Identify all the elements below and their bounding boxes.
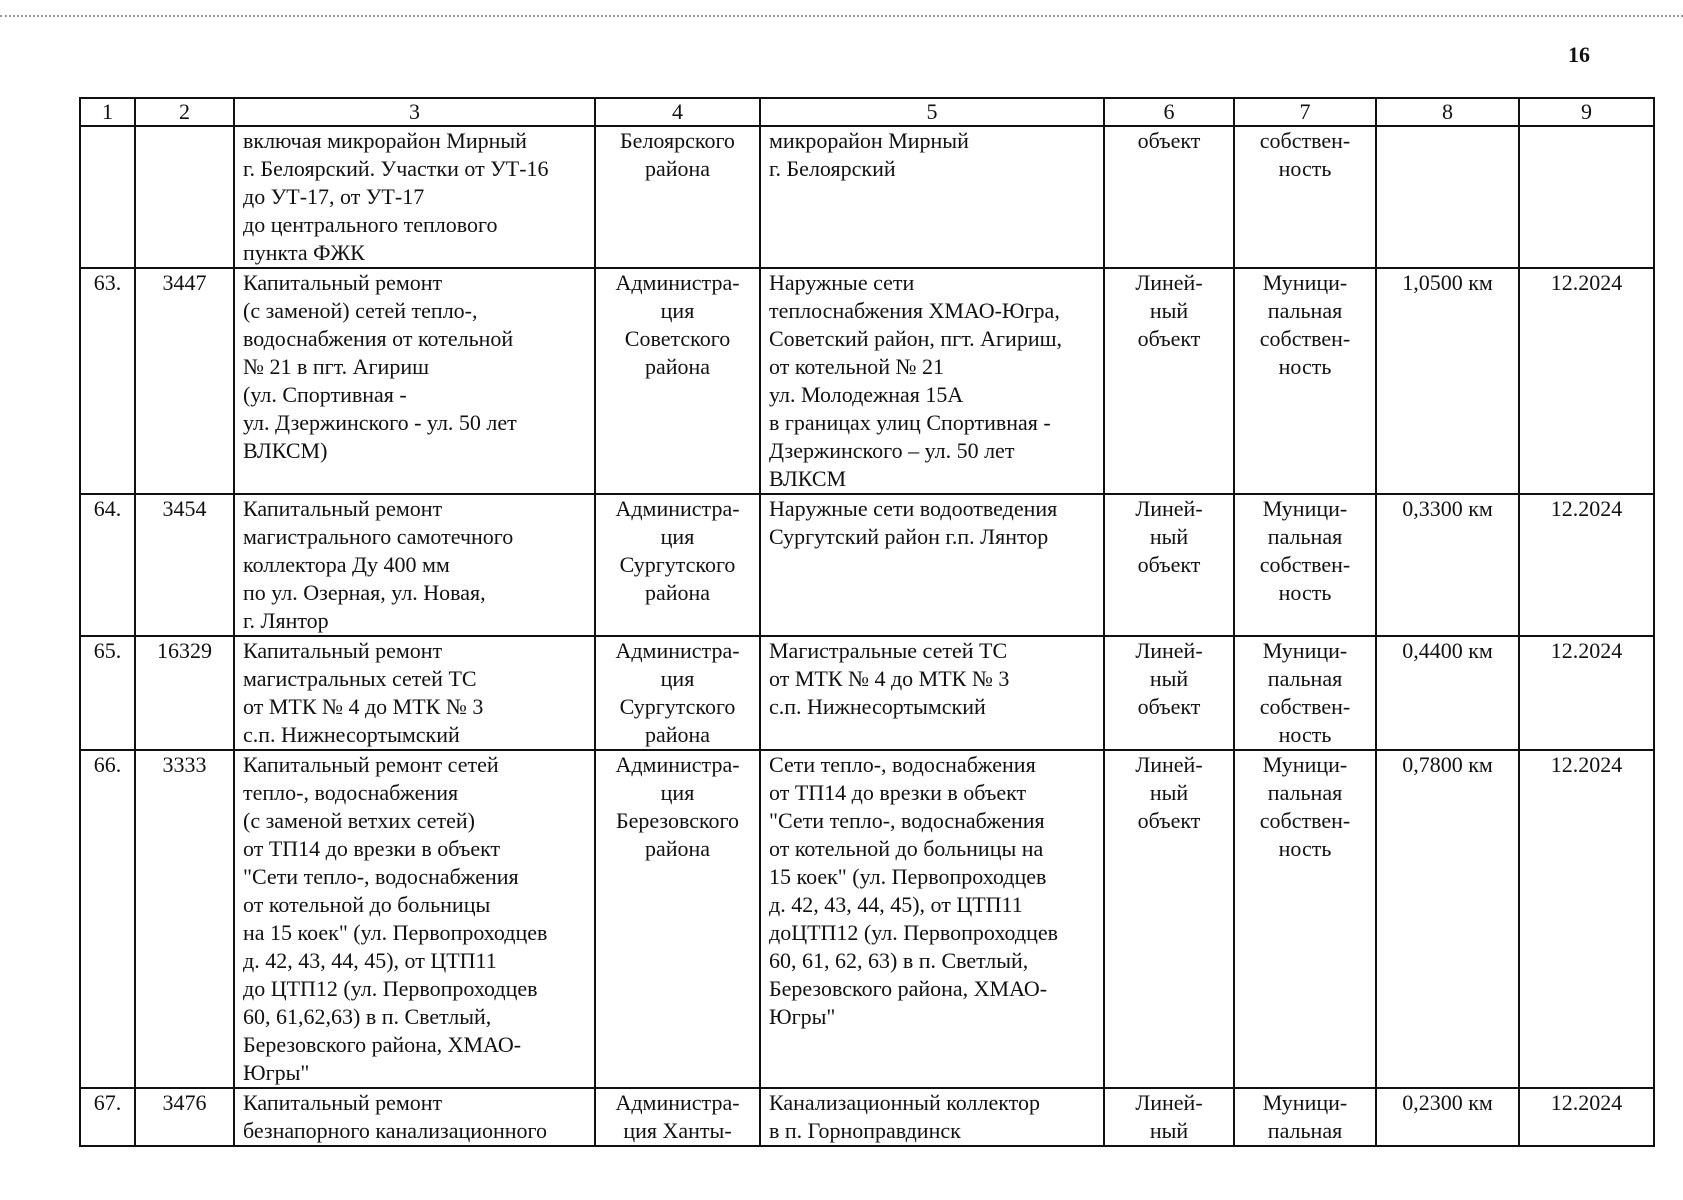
object-address: Канализационный коллектор в п. Горноправдинск [760, 1088, 1104, 1146]
object-type: Линей- ный [1104, 1088, 1234, 1146]
object-code [135, 126, 234, 268]
ownership: Муници- пальная [1234, 1088, 1376, 1146]
completion-date: 12.2024 [1519, 636, 1654, 750]
works-table [79, 97, 1655, 1147]
object-address: Магистральные сетей ТС от МТК № 4 до МТК № 3 с.п. Нижнесортымский [760, 636, 1104, 750]
object-type: Линей- ный объект [1104, 750, 1234, 1088]
ownership: собствен- ность [1234, 126, 1376, 268]
row-number: 65. [80, 636, 135, 750]
length: 0,4400 км [1376, 636, 1519, 750]
table-row [80, 636, 1654, 750]
ownership: Муници- пальная собствен- ность [1234, 268, 1376, 494]
customer: Администра- ция Сургутского района [595, 494, 760, 636]
customer: Администра- ция Советского района [595, 268, 760, 494]
object-code: 16329 [135, 636, 234, 750]
work-name: Капитальный ремонт безнапорного канализационного [234, 1088, 595, 1146]
object-type: Линей- ный объект [1104, 494, 1234, 636]
completion-date [1519, 126, 1654, 268]
table-row [80, 268, 1654, 494]
object-code: 3447 [135, 268, 234, 494]
customer: Администра- ция Березовского района [595, 750, 760, 1088]
column-header: 7 [1234, 98, 1376, 126]
length: 1,0500 км [1376, 268, 1519, 494]
row-number: 66. [80, 750, 135, 1088]
completion-date: 12.2024 [1519, 494, 1654, 636]
object-type: Линей- ный объект [1104, 268, 1234, 494]
work-name: Капитальный ремонт (с заменой) сетей тепло-, водоснабжения от котельной № 21 в пгт. Агириш (ул. Спортивная - ул. Дзержинского - ул. 50 лет ВЛКСМ) [234, 268, 595, 494]
length [1376, 126, 1519, 268]
completion-date: 12.2024 [1519, 1088, 1654, 1146]
customer: Администра- ция Ханты- [595, 1088, 760, 1146]
header-row [80, 98, 1654, 126]
row-number: 67. [80, 1088, 135, 1146]
work-name: Капитальный ремонт сетей тепло-, водоснабжения (с заменой ветхих сетей) от ТП14 до врезки в объект "Сети тепло-, водоснабжения от котельной до больницы на 15 коек" (ул. Первопроходцев д. 42, 43, 44, 45), от ЦТП11 до ЦТП12 (ул. Первопроходцев 60, 61,62,63) в п. Светлый, Березовского района, ХМАО- Югры" [234, 750, 595, 1088]
table-row [80, 1088, 1654, 1146]
work-name: Капитальный ремонт магистрального самотечного коллектора Ду 400 мм по ул. Озерная, ул. Новая, г. Лянтор [234, 494, 595, 636]
column-header: 5 [760, 98, 1104, 126]
ownership: Муници- пальная собствен- ность [1234, 750, 1376, 1088]
length: 0,3300 км [1376, 494, 1519, 636]
column-header: 6 [1104, 98, 1234, 126]
column-header: 1 [80, 98, 135, 126]
row-number: 64. [80, 494, 135, 636]
row-number: 63. [80, 268, 135, 494]
object-type: объект [1104, 126, 1234, 268]
table-row [80, 750, 1654, 1088]
column-header: 3 [234, 98, 595, 126]
completion-date: 12.2024 [1519, 750, 1654, 1088]
table-row [80, 126, 1654, 268]
object-address: микрорайон Мирный г. Белоярский [760, 126, 1104, 268]
customer: Администра- ция Сургутского района [595, 636, 760, 750]
column-header: 9 [1519, 98, 1654, 126]
ownership: Муници- пальная собствен- ность [1234, 494, 1376, 636]
column-header: 8 [1376, 98, 1519, 126]
customer: Белоярского района [595, 126, 760, 268]
object-code: 3333 [135, 750, 234, 1088]
object-address: Наружные сети теплоснабжения ХМАО-Югра, Советский район, пгт. Агириш, от котельной № 21 ул. Молодежная 15А в границах улиц Спортивная - Дзержинского – ул. 50 лет ВЛКСМ [760, 268, 1104, 494]
work-name: включая микрорайон Мирный г. Белоярский. Участки от УТ-16 до УТ-17, от УТ-17 до центрального теплового пункта ФЖК [234, 126, 595, 268]
row-number [80, 126, 135, 268]
length: 0,7800 км [1376, 750, 1519, 1088]
page-number: 16 [1568, 42, 1590, 67]
object-type: Линей- ный объект [1104, 636, 1234, 750]
object-code: 3454 [135, 494, 234, 636]
column-header: 4 [595, 98, 760, 126]
table-row [80, 494, 1654, 636]
scan-top-line [0, 15, 1683, 17]
completion-date: 12.2024 [1519, 268, 1654, 494]
length: 0,2300 км [1376, 1088, 1519, 1146]
object-address: Наружные сети водоотведения Сургутский район г.п. Лянтор [760, 494, 1104, 636]
column-header: 2 [135, 98, 234, 126]
object-code: 3476 [135, 1088, 234, 1146]
work-name: Капитальный ремонт магистральных сетей ТС от МТК № 4 до МТК № 3 с.п. Нижнесортымский [234, 636, 595, 750]
object-address: Сети тепло-, водоснабжения от ТП14 до врезки в объект "Сети тепло-, водоснабжения от котельной до больницы на 15 коек" (ул. Первопроходцев д. 42, 43, 44, 45), от ЦТП11 доЦТП12 (ул. Первопроходцев 60, 61, 62, 63) в п. Светлый, Березовского района, ХМАО- Югры" [760, 750, 1104, 1088]
ownership: Муници- пальная собствен- ность [1234, 636, 1376, 750]
